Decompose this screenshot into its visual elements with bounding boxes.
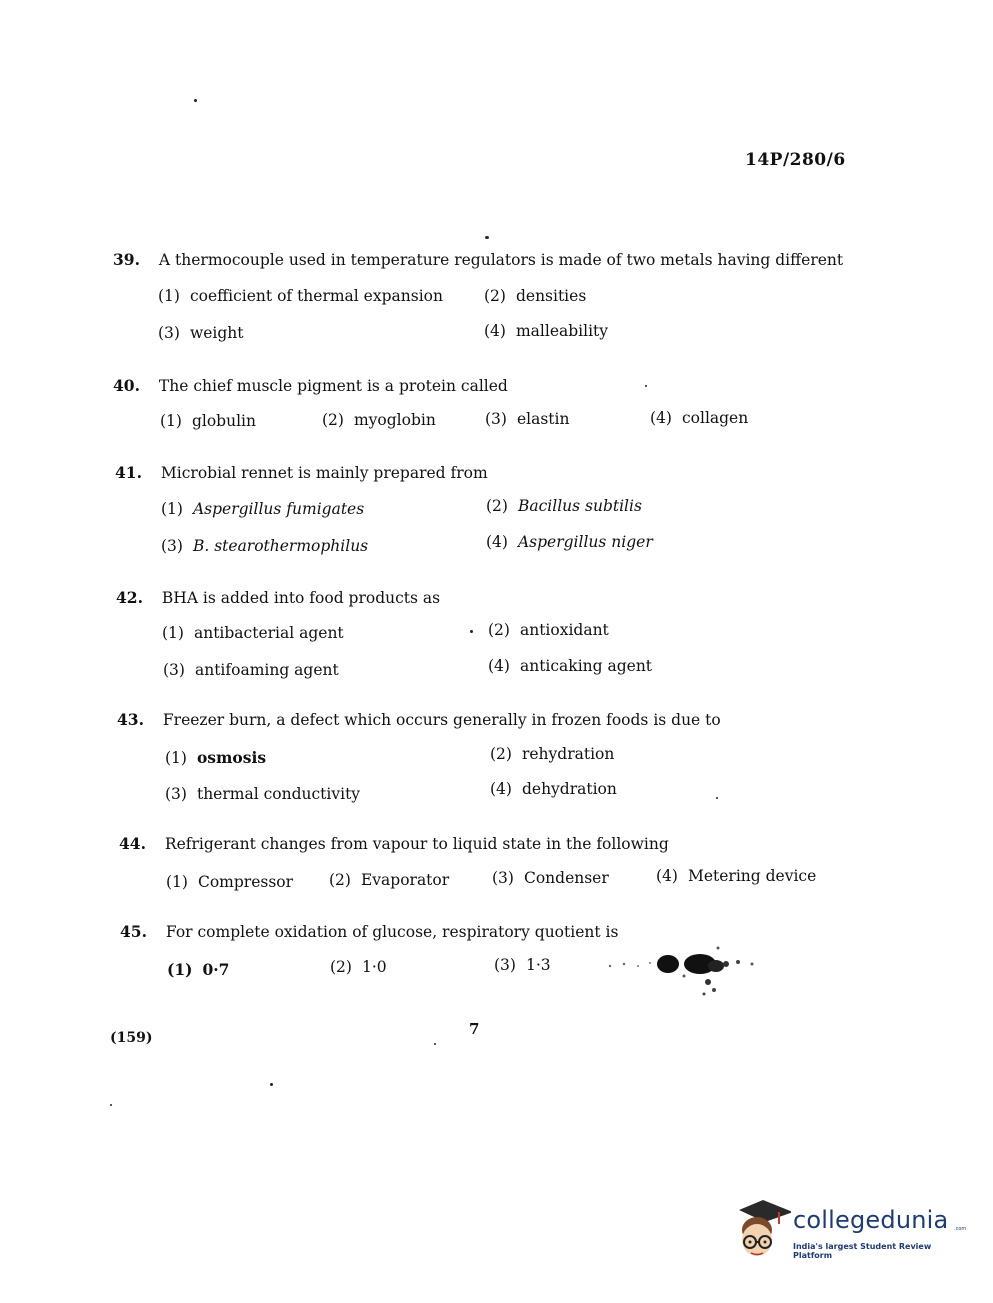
ink-blot: [580, 940, 770, 1010]
option: (2) antioxidant: [488, 621, 609, 639]
option: (3) elastin: [485, 410, 570, 428]
question-number: 43.: [117, 710, 144, 729]
option: (4) dehydration: [490, 780, 617, 798]
option: (1) antibacterial agent: [162, 624, 344, 642]
question-39: [113, 250, 843, 269]
option: (1) Compressor: [166, 873, 294, 891]
option: (1) coefficient of thermal expansion: [158, 287, 443, 305]
option: (4) anticaking agent: [488, 657, 653, 675]
question-number: 39.: [113, 250, 140, 269]
speck: [434, 1043, 436, 1045]
question-text: For complete oxidation of glucose, respiratory quotient is: [165, 923, 619, 941]
question-text: A thermocouple used in temperature regulators is made of two metals having different: [158, 251, 844, 269]
option: (2) densities: [484, 287, 587, 305]
question-number: 40.: [113, 376, 140, 395]
option: (1) 0·7: [167, 960, 230, 979]
question-text: The chief muscle pigment is a protein called: [158, 377, 508, 395]
footer-code: (159): [110, 1030, 153, 1046]
collegedunia-logo: [735, 1198, 967, 1270]
speck: [645, 385, 647, 387]
option: (2) 1·0: [330, 958, 387, 976]
option: (1) globulin: [160, 412, 256, 430]
option: (4) Metering device: [656, 867, 817, 885]
question-43: [117, 710, 721, 729]
question-text: BHA is added into food products as: [161, 589, 441, 607]
speck: [194, 99, 197, 102]
option: (2) rehydration: [490, 745, 615, 763]
brand-tagline: India's largest Student Review Platform: [793, 1242, 932, 1260]
option: (1) Aspergillus fumigates: [161, 500, 365, 518]
question-number: 41.: [115, 463, 142, 482]
paper-code: 14P/280/6: [745, 150, 846, 170]
option: (3) antifoaming agent: [163, 661, 339, 679]
speck: [110, 1104, 112, 1106]
question-44: [119, 834, 669, 853]
question-number: 45.: [120, 922, 147, 941]
question-40: [113, 376, 508, 395]
question-text: Microbial rennet is mainly prepared from: [160, 464, 488, 482]
page-number: 7: [469, 1020, 480, 1038]
option: (3) thermal conductivity: [165, 785, 361, 803]
speck: [716, 797, 718, 799]
speck: [270, 1083, 273, 1086]
question-text: Freezer burn, a defect which occurs generally in frozen foods is due to: [162, 711, 721, 729]
option: (3) B. stearothermophilus: [161, 537, 369, 555]
speck: [470, 630, 473, 633]
brand-name: collegedunia: [793, 1206, 949, 1234]
question-45: [120, 922, 618, 941]
option: (3) Condenser: [492, 869, 609, 887]
option: (4) collagen: [650, 409, 749, 427]
option: (4) malleability: [484, 322, 609, 340]
question-number: 44.: [119, 834, 146, 853]
option: (1) osmosis: [165, 748, 267, 767]
option: (4) Aspergillus niger: [486, 533, 653, 551]
question-number: 42.: [116, 588, 143, 607]
option: (2) Evaporator: [329, 871, 450, 889]
option: (3) 1·3: [494, 956, 551, 974]
option: (2) myoglobin: [322, 411, 436, 429]
question-text: Refrigerant changes from vapour to liquid state in the following: [164, 835, 669, 853]
option: (2) Bacillus subtilis: [486, 497, 642, 515]
mascot-icon: [735, 1198, 791, 1262]
question-42: [116, 588, 440, 607]
question-41: [115, 463, 488, 482]
option: (3) weight: [158, 324, 244, 342]
speck: [485, 236, 489, 239]
brand-suffix: .com: [954, 1226, 967, 1232]
